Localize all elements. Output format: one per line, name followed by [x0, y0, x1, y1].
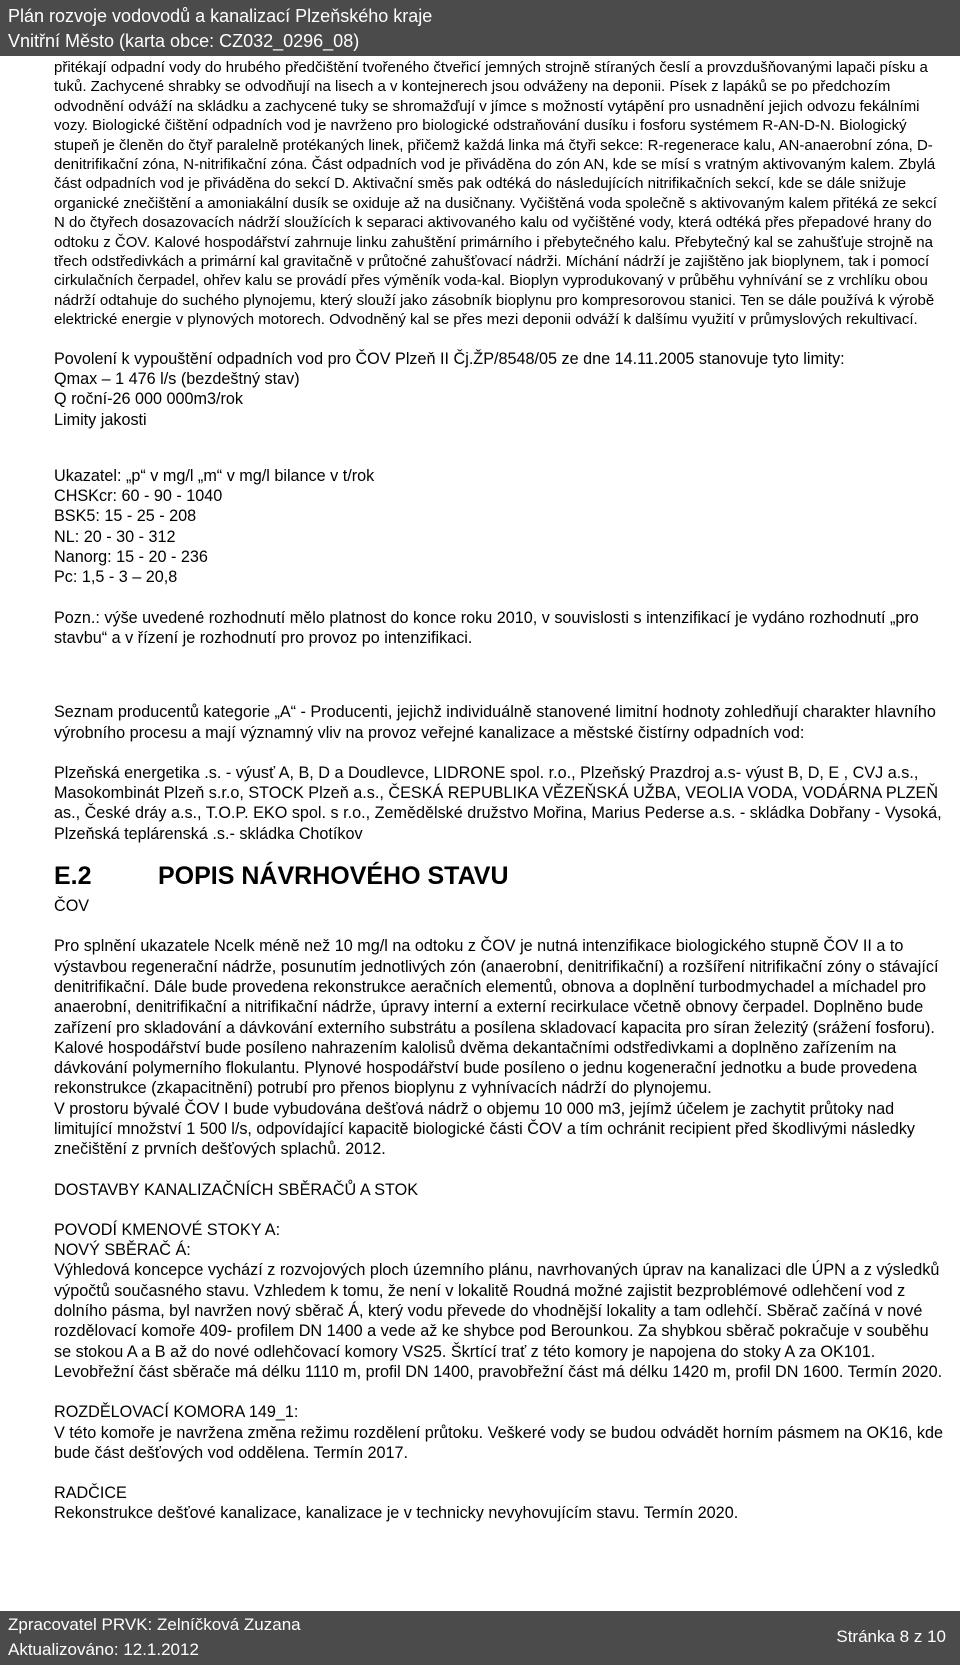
footer-processor: Zpracovatel PRVK: Zelníčková Zuzana: [8, 1615, 301, 1634]
footer-updated: Aktualizováno: 12.1.2012: [8, 1640, 199, 1659]
novy-sberac-text: Výhledová koncepce vychází z rozvojových ploch územního plánu, navrhovaných úprav na kanalizaci dle ÚPN a z výsledků výpočtů současného stavu. Vzhledem k tomu, že není v lokalitě Roudná možné zajistit bezproblémové odlehčení vod z dolního pásma, byl navržen nový sběrač Á, který vodu převede do vhodnější lokality a tam odlehčí. Sběrač začíná v nové rozdělovací komoře 409- profilem DN 1400 a vede až ke shybce pod Berounkou. Za shybkou sběrač pokračuje v souběhu se stokou A a B až do nové odlehčovací komory VS25. Škrtící trať z této komory je napojena do stoky A za OK101. Levobřežní část sběrače má délku 1110 m, profil DN 1400, pravobřežní část má délku 1420 m, profil DN 1600. Termín 2020.: [54, 1261, 943, 1381]
section-number: E.2: [54, 862, 92, 891]
indicator-line: NL: 20 - 30 - 312: [54, 527, 176, 546]
indicator-line: BSK5: 15 - 25 - 208: [54, 507, 197, 526]
radcice-heading: RADČICE: [54, 1484, 127, 1503]
permit-line: Limity jakosti: [54, 410, 147, 429]
intro-paragraph: přitékají odpadní vody do hrubého předčištění tvořeného čtveřicí jemných strojně stíraných česlí a provzdušňovanými lapači písku a tuků. Zachycené shrabky se odvodňují na lisech a v kontejnerech jsou odváženy na deponii. Písek z lapáků se po předchozím odvodnění odváží na skládku a zachycené tuky se shromažďují v jímce s možností vytápění pro usnadnění jejich odvozu fekálními vozy. Biologické čištění odpadních vod je navrženo pro biologické odstraňování dusíku i fosforu systémem R-AN-D-N. Biologický stupeň je členěn do čtyř paralelně protékaných linek, přičemž každá linka má čtyři sekce: R-regenerace kalu, AN-anaerobní zóna, D-denitrifikační zóna, N-nitrifikační zóna. Část odpadních vod je přiváděna do zón AN, kde se mísí s vratným aktivovaným kalem. Zbylá část odpadních vod je přiváděna do sekcí D. Aktivační směs pak odtéká do následujících nitrifikačních sekcí, kde se dále snižuje organické znečištění a amoniakální dusík se oxiduje až na dusičnany. Vyčištěná voda společně s aktivovaným kalem přitéká ze sekcí N do čtyřech dosazovacích nádrží sloužících k separaci aktivovaného kalu od vyčištěné vody, která odtéká přes přepadové hrany do odtoku z ČOV. Kalové hospodářství zahrnuje linku zahuštění primárního i přebytečného kalu. Přebytečný kal se zahušťuje strojně na třech odstředivkách a primární kal gravitačně v průtočné zahušťovací nádrži. Míchání nádrží je zajištěno jak bioplynem, tak i pomocí cirkulačních čerpadel, ohřev kalu se provádí přes výměník voda-kal. Bioplyn vyprodukovaný v průběhu vyhnívání se z vrchlíku obou nádrží odtahuje do suchého plynojemu, který slouží jako zásobník bioplynu pro kompresorovou stanici. Ten se dále používá k výrobě elektrické energie v plynových motorech. Odvodněný kal se přes mezi deponii odváží k dalšímu využití v průmyslových rekultivací.: [54, 59, 937, 329]
indicator-line: Nanorg: 15 - 20 - 236: [54, 548, 208, 567]
indicator-line: CHSKcr: 60 - 90 - 1040: [54, 487, 223, 506]
header-title: Plán rozvoje vodovodů a kanalizací Plzeňského kraje: [8, 6, 433, 26]
section-title: POPIS NÁVRHOVÉHO STAVU: [158, 862, 509, 891]
document-body: [54, 58, 946, 1524]
header-subtitle: Vnitřní Město (karta obce: CZ032_0296_08): [8, 31, 360, 51]
permit-note: Pozn.: výše uvedené rozhodnutí mělo platnost do konce roku 2010, v souvislosti s intenzifikací je vydáno rozhodnutí „pro stavbu“ a v řízení je rozhodnutí pro provoz po intenzifikaci.: [54, 608, 919, 647]
permit-line: Qmax – 1 476 l/s (bezdeštný stav): [54, 369, 300, 388]
design-paragraph: Pro splnění ukazatele Ncelk méně než 10 mg/l na odtoku z ČOV je nutná intenzifikace biologického stupně ČOV II a to výstavbou regenerační nádrže, posunutím jednotlivých zón (anaerobní, denitrifikační) a rozšíření nitrifikační zóny o stávající denitrifikační. Dále bude provedena rekonstrukce aeračních elementů, obnova a doplnění turbodmychadel a míchadel pro anaerobní, denitrifikační a nitrifikační nádrže, úpravy interní a externí recirkulace včetně obnovy čerpadel. Doplněno bude zařízení pro skladování a dávkování externího substrátu a posílena skladovací kapacita pro síran železitý (srážení fosforu). Kalové hospodářství bude posíleno nahrazením kalolisů dvěma dekantačními odstředivkami a doplněno zařízením na dávkování polymerního flokulantu. Plynové hospodářství bude posíleno o jednu kogenerační jednotku a bude provedena rekonstrukce (zkapacitnění) potrubí pro přenos bioplynu z vyhnívacích nádrží do plynojemu.: [54, 937, 939, 1098]
page-footer: [0, 1611, 960, 1665]
povodi-heading: POVODÍ KMENOVÉ STOKY A:: [54, 1220, 281, 1239]
permit-line: Q roční-26 000 000m3/rok: [54, 390, 243, 409]
section-heading: [54, 858, 946, 896]
indicator-line: Ukazatel: „p“ v mg/l „m“ v mg/l bilance v t/rok: [54, 466, 375, 485]
komora-heading: ROZDĚLOVACÍ KOMORA 149_1:: [54, 1403, 299, 1422]
page-header: [0, 0, 960, 56]
producers-list: Plzeňská energetika .s. - výusť A, B, D a Doudlevce, LIDRONE spol. r.o., Plzeňský Prazdroj a.s- výust B, D, E , CVJ a.s., Masokombinát Plzeň s.r.o, STOCK Plzeň a.s., ČESKÁ REPUBLIKA VĚZEŇSKÁ UŽBA, VEOLIA VODA, VODÁRNA PLZEŇ as., České dráy a.s., T.O.P. EKO spol. s r.o., Zemědělské družstvo Mořina, Marius Pederse a.s. - skládka Dobřany - Vysoká, Plzeňská teplárenská .s.- skládka Chotíkov: [54, 763, 942, 843]
indicator-line: Pc: 1,5 - 3 – 20,8: [54, 568, 178, 587]
page-number: Stránka 8 z 10: [836, 1627, 946, 1646]
permit-line: Povolení k vypouštění odpadních vod pro ČOV Plzeň II Čj.ŽP/8548/05 ze dne 14.11.2005 stanovuje tyto limity:: [54, 349, 845, 368]
novy-sberac-heading: NOVÝ SBĚRAČ Á:: [54, 1241, 191, 1260]
radcice-text: Rekonstrukce dešťové kanalizace, kanalizace je v technicky nevyhovujícím stavu. Termín 2020.: [54, 1504, 739, 1523]
section-subheading: ČOV: [54, 897, 90, 916]
design-paragraph: V prostoru bývalé ČOV I bude vybudována dešťová nádrž o objemu 10 000 m3, jejímž účelem je zachytit průtoky nad limitující množství 1 500 l/s, odpovídající kapacitě biologické části ČOV a tím ochránit recipient před škodlivými následky znečištění z prvních dešťových splachů. 2012.: [54, 1099, 916, 1159]
komora-text: V této komoře je navržena změna režimu rozdělení průtoku. Veškeré vody se budou odvádět horním pásmem na OK16, kde bude část dešťových vod oddělena. Termín 2017.: [54, 1423, 943, 1462]
stoky-heading: DOSTAVBY KANALIZAČNÍCH SBĚRAČŮ A STOK: [54, 1180, 419, 1199]
producers-intro: Seznam producentů kategorie „A“ - Producenti, jejichž individuálně stanovené limitní hodnoty zohledňují charakter hlavního výrobního procesu a mají významný vliv na provoz veřejné kanalizace a městské čistírny odpadních vod:: [54, 703, 936, 742]
